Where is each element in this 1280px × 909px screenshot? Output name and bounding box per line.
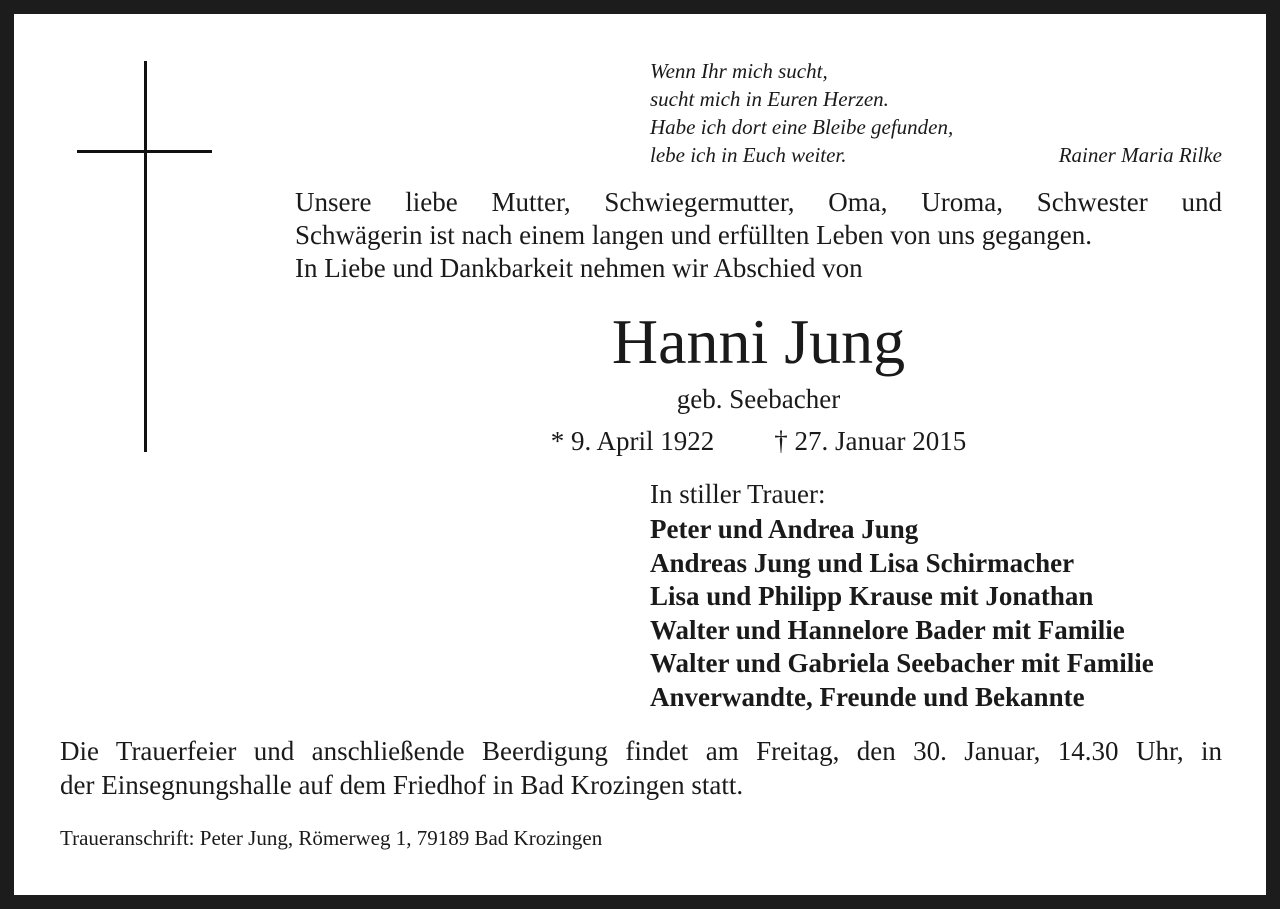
intro-line: Schwägerin ist nach einem langen und erfüllten Leben von uns gegangen.: [295, 220, 1093, 250]
intro-text: [295, 186, 1222, 285]
poem-line: sucht mich in Euren Herzen.: [650, 87, 889, 111]
poem-line: Habe ich dort eine Bleibe gefunden,: [650, 115, 954, 139]
mourner-name: Anverwandte, Freunde und Bekannte: [650, 681, 1085, 712]
funeral-line: der Einsegnungshalle auf dem Friedhof in Bad Krozingen statt.: [60, 770, 744, 800]
cross-icon-bar: [77, 150, 212, 153]
mourners-block: [650, 477, 1250, 715]
death-date: † 27. Januar 2015: [774, 426, 967, 456]
mourner-name: Walter und Gabriela Seebacher mit Familie: [650, 648, 1154, 679]
intro-line: Unsere liebe Mutter, Schwiegermutter, Oma, Uroma, Schwester und: [295, 187, 1222, 217]
mourner-name: Peter und Andrea Jung: [650, 514, 919, 544]
funeral-info: [60, 734, 1222, 802]
life-dates: [295, 424, 1222, 458]
intro-line: In Liebe und Dankbarkeit nehmen wir Abschied von: [295, 253, 863, 283]
deceased-name: Hanni Jung: [611, 306, 906, 377]
birth-date: * 9. April 1922: [550, 426, 715, 456]
funeral-line: Die Trauerfeier und anschließende Beerdigung findet am Freitag, den 30. Januar, 14.30 Uhr, in: [60, 736, 1222, 766]
mourners-label: In stiller Trauer:: [650, 479, 826, 509]
mourner-name: Lisa und Philipp Krause mit Jonathan: [650, 581, 1094, 612]
obituary-notice: [14, 14, 1266, 895]
maiden-name: geb. Seebacher: [676, 384, 841, 414]
poem-line: lebe ich in Euch weiter.: [650, 143, 847, 167]
cross-icon: [144, 61, 147, 452]
mourner-name: Andreas Jung und Lisa Schirmacher: [650, 547, 1075, 578]
poem-quote: [650, 57, 1222, 169]
mourner-name: Walter und Hannelore Bader mit Familie: [650, 614, 1125, 645]
poem-line: Wenn Ihr mich sucht,: [650, 59, 828, 83]
mourning-address: Traueranschrift: Peter Jung, Römerweg 1, 79189 Bad Krozingen: [60, 826, 603, 850]
poem-author: Rainer Maria Rilke: [1058, 143, 1222, 167]
